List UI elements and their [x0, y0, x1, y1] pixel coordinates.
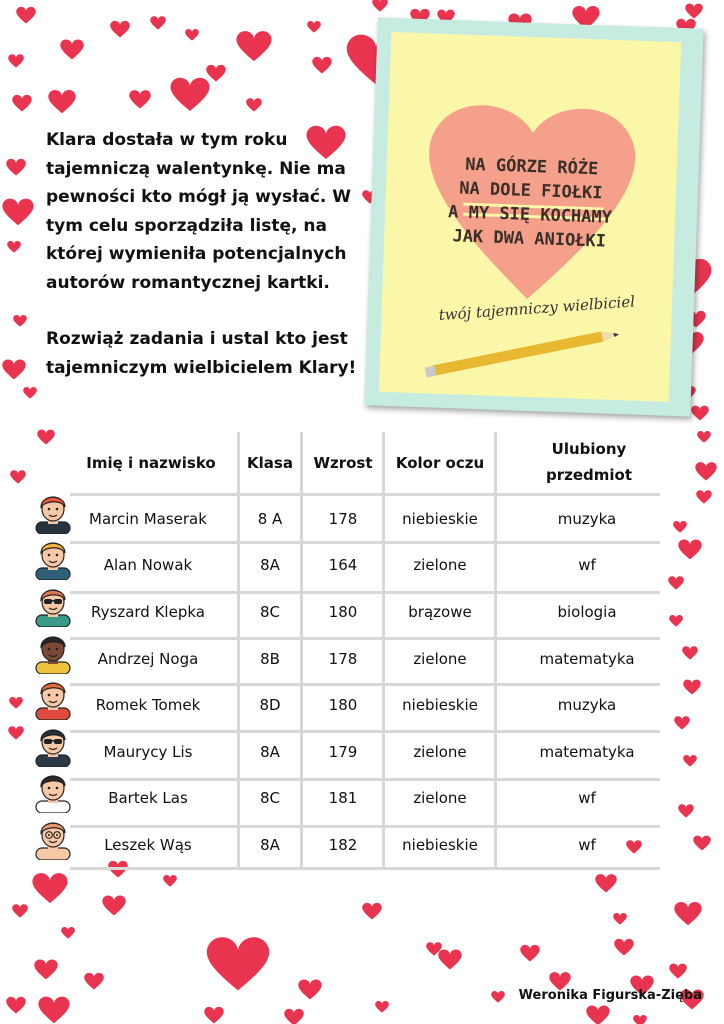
cell-name: Bartek Las	[108, 789, 188, 807]
table-row-divider	[70, 683, 660, 686]
cell-class: 8C	[259, 603, 281, 621]
cell-class: 8D	[259, 696, 281, 714]
cell-class: 8A	[260, 556, 280, 574]
cell-eyes: zielone	[413, 556, 467, 574]
cell-subject: wf	[578, 789, 596, 807]
table-row-divider	[70, 591, 660, 594]
card-signature: twój tajemniczy wielbiciel	[438, 292, 636, 325]
cell-class: 8A	[260, 743, 280, 761]
cell-height: 180	[328, 696, 358, 714]
header-height: Wzrost	[313, 454, 373, 472]
cell-eyes: niebieskie	[402, 696, 478, 714]
poem-line: A MY SIĘ KOCHAMY	[447, 202, 613, 228]
cell-subject: biologia	[557, 603, 617, 621]
cell-height: 179	[328, 743, 358, 761]
header-favorite-subject: Ulubiony przedmiot	[545, 440, 633, 484]
cell-eyes: niebieskie	[402, 836, 478, 854]
cell-class: 8B	[260, 650, 280, 668]
table-row-divider	[70, 541, 660, 544]
cell-subject: wf	[578, 556, 596, 574]
cell-eyes: zielone	[413, 743, 467, 761]
poem-line: NA GÓRZE RÓŻE	[464, 154, 599, 180]
cell-eyes: zielone	[413, 650, 467, 668]
cell-subject: matematyka	[539, 743, 635, 761]
cell-name: Andrzej Noga	[97, 650, 199, 668]
cell-name: Maurycy Lis	[103, 743, 193, 761]
cell-name: Marcin Maserak	[89, 510, 207, 528]
cell-name: Romek Tomek	[95, 696, 201, 714]
cell-subject: muzyka	[557, 696, 617, 714]
cell-height: 178	[328, 510, 358, 528]
cell-eyes: niebieskie	[402, 510, 478, 528]
cell-class: 8 A	[257, 510, 283, 528]
intro-task: Rozwiąż zadania i ustal kto jest tajemniczym wielbicielem Klary!	[46, 329, 357, 378]
cell-height: 178	[328, 650, 358, 668]
table-row-divider	[70, 493, 660, 496]
cell-subject: wf	[578, 836, 596, 854]
poem-line: NA DOLE FIOŁKI	[458, 178, 603, 204]
cell-name: Leszek Wąs	[104, 836, 192, 854]
cell-class: 8A	[260, 836, 280, 854]
table-row-divider	[70, 637, 660, 640]
cell-class: 8C	[259, 789, 281, 807]
table-row-divider	[70, 778, 660, 781]
header-eye-color: Kolor oczu	[395, 454, 485, 472]
cell-height: 181	[328, 789, 358, 807]
table-row-divider	[70, 825, 660, 828]
intro-paragraph: Klara dostała w tym roku tajemniczą walentynkę. Nie ma pewności kto mógł ją wysłać. W tym celu sporządziła listę, na której wymieniła potencjalnych autorów romantycznej kartki.	[46, 130, 352, 293]
cell-height: 164	[328, 556, 358, 574]
cell-height: 180	[328, 603, 358, 621]
poem-line: JAK DWA ANIOŁKI	[452, 226, 607, 252]
cell-eyes: zielone	[413, 789, 467, 807]
header-name: Imię i nazwisko	[86, 454, 216, 472]
table-row-divider	[70, 867, 660, 870]
author-credit: Weronika Figurska-Zięba	[518, 988, 702, 1003]
header-class: Klasa	[247, 454, 293, 472]
cell-name: Alan Nowak	[103, 556, 193, 574]
cell-subject: matematyka	[539, 650, 635, 668]
table-row-divider	[70, 730, 660, 733]
cell-subject: muzyka	[557, 510, 617, 528]
cell-eyes: brązowe	[408, 603, 472, 621]
cell-name: Ryszard Klepka	[91, 603, 205, 621]
cell-height: 182	[328, 836, 358, 854]
